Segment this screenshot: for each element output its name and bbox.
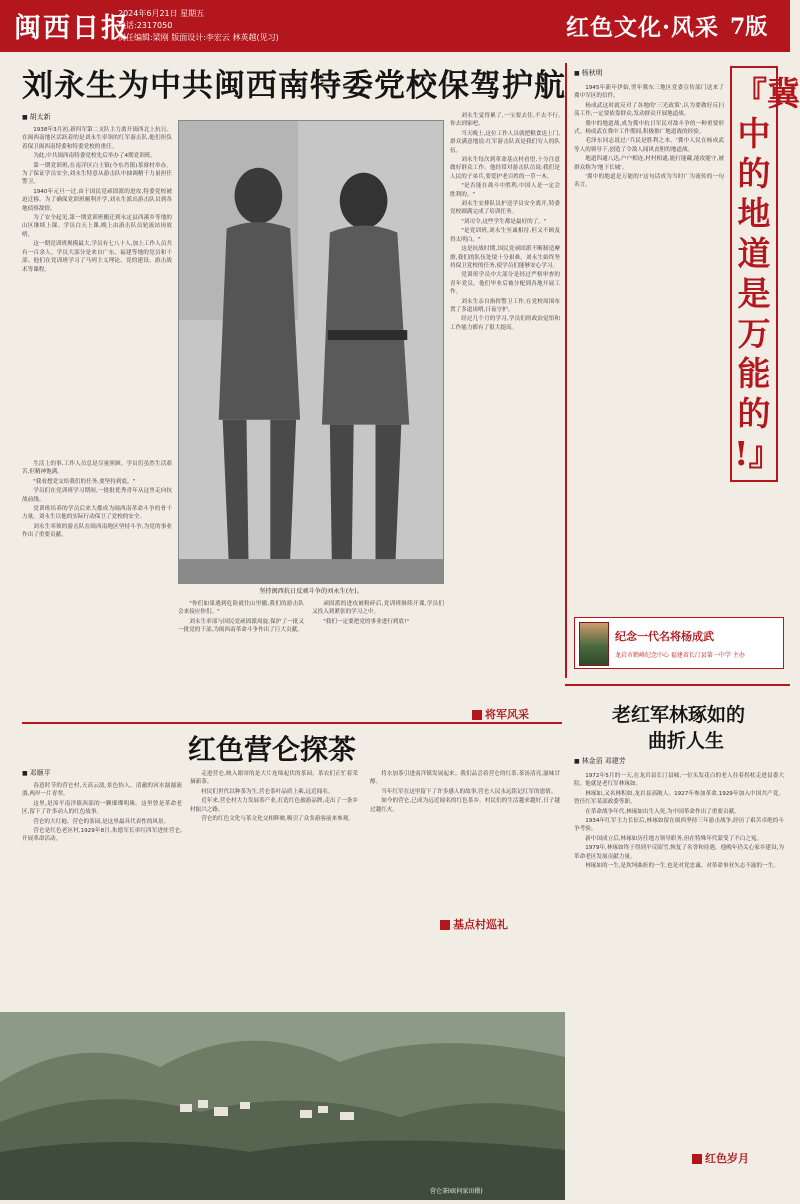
paragraph: "我看想党交给我们的任务,要坚持到底。" [33,478,136,485]
stamp-square-icon [440,920,450,930]
article1-photo-caption: 坚持闽西抗日反顽斗争的刘永生(左)。 [259,588,363,595]
side2-title-line2: 曲折人生 [648,730,725,752]
paragraph: 春意时节的营仑村,天高云淡,景色怡人。清澈的河水潺潺流淌,两岸一片青翠。 [22,783,182,798]
article1-col1 [22,126,172,456]
paragraph: 党训班培养的学员后来大都成为闽西南革命斗争的骨干力量。刘永生以他的实际行动保卫了党校的安全。 [22,506,172,521]
side2-text [574,772,784,1142]
tea-garden-caption: 营仑茶园(何家田摄) [430,1188,483,1195]
article2-col1 [22,782,182,1004]
paragraph: "你们如果遇到危险就往山里撤,我们的游击队会来接应你们。" [178,601,304,616]
paragraph: 顽固派的进攻被粉碎后,党训班继续开课,学员们又投入到紧张的学习之中。 [312,601,444,616]
title-char: 『冀 [734,74,800,113]
title-char: 万 [737,314,771,353]
paragraph: 为了安全起见,第一期党训班搬迁到永定县西溪乡等地的山区继续上课。学员白天上课,晚上由游击队员轮流站岗放哨。 [22,215,172,238]
paragraph: 1979年,林琢如终于得到平反昭雪,恢复了名誉和待遇。他晚年仍关心家乡建设,为革命老区发展贡献力量。 [574,845,784,860]
paragraph: 林琢如的一生,是坎坷曲折的一生,也是对党忠诚、对革命事业矢志不渝的一生。 [585,863,779,870]
paragraph: "我们一定要把党的事业进行到底!" [323,618,409,625]
masthead: 闽西日报 [14,13,130,44]
side2-byline: ■ 林金滔 邓建芳 [574,756,626,766]
stamp-square-icon [472,710,482,720]
paragraph: 如今的营仑,已成为远近闻名的红色茶乡。村民们的生活越来越好,日子越过越红火。 [370,798,560,813]
title-char: 是 [737,274,771,313]
banner-title: 纪念一代名将杨成武 [615,630,714,643]
side-divider [565,684,790,686]
paragraph: '冀中的地道是万能的!'这句话成为当时广为流传的一句名言。 [574,174,724,189]
paragraph: 杨成武这时就反对了各地的'三光政策',认为要做好反扫荡工作,一定要依靠群众,发动群众开展地道战。 [574,102,724,118]
paragraph: 1934年红军主力长征后,林琢如留在闽西坚持三年游击战争,经历了艰苦卓绝的斗争考验。 [574,818,784,833]
article1-photo [178,120,444,584]
paragraph: 营仑是红色老区村,1929年8月,朱德军长率红四军进驻营仑,开展革命活动。 [22,828,182,843]
title-char: 地 [737,194,771,233]
paragraph: 经过几个月的学习,学员们的政治觉悟和工作能力都有了很大提高。 [450,316,560,331]
title-char: 中 [737,114,771,153]
article1-col2 [22,460,172,710]
soldiers-photo-icon [179,121,443,583]
paragraph: 刘永生率领的游击队在闽西南地区坚持斗争,为党的事业作出了重要贡献。 [22,523,172,539]
paragraph: 生活上的事,工作人员总是尽量照顾。学员们虽然生活艰苦,但精神饱满。 [22,461,172,476]
tea-garden-photo [0,1012,565,1200]
title-char: !』 [734,434,782,473]
paragraph: 刘永生安排队员护送学员安全离开,特委党校圆满完成了培训任务。 [450,201,560,216]
article1-col5 [450,112,560,612]
side1-byline: ■ 杨秋明 [574,68,603,78]
article1-col4 [312,600,444,710]
tag-label: 红色岁月 [705,1152,749,1165]
section-divider [22,722,562,724]
article1-stamp [472,706,529,722]
paragraph: 当天晚上,这位工作人员就把粮食送上门,群众满意地说:红军游击队真是我们穷人的队伍。 [450,130,560,154]
paragraph: 近年来,营仑村大力发展茶产业,打造红色旅游品牌,走出了一条乡村振兴之路。 [190,798,358,813]
paragraph: 地道四通八达,户户相连,村村相通,能打能藏,能攻能守,被群众称为'地下长城'。 [574,156,724,171]
paragraph: 学员们在党训班学习期间,一批批优秀青年从这里走向抗战前线。 [22,488,172,503]
mountain-landscape-icon [0,1012,565,1200]
title-char: 道 [737,234,771,273]
paragraph: 营仑的大红袍、营仑的茶园,是这里最具代表性的风景。 [33,818,170,825]
paragraph: 刘永生率部与国民党顽固派周旋,保护了一批又一批党的干部,为闽西南革命斗争作出了巨大贡献。 [178,618,304,634]
paragraph: 1972年5月的一天,在龙岩县长汀县城,一位头发花白的老人拄着拐杖走进县委大院。他就是老红军林琢如。 [574,773,784,788]
article1-title: 刘永生为中共闽西南特委党校保驾护航 [22,68,566,104]
paragraph: 1938年3月初,新四军第二支队主力离开闽西北上抗日。在闽西南地区活跃着的是刘永生率领的红军游击队,他们担负着保卫闽西南特委和特委党校的重任。 [22,127,172,150]
stamp-label: 将军风采 [485,708,529,721]
paragraph: 为此,中共闽西南特委党校先后举办了4期党训班。 [33,153,156,160]
column-name: 红色文化·风采 [566,14,720,41]
paragraph: 这一期党训班规模最大,学员有七八十人,加上工作人员共有一百余人。学员大部分是来自广东、福建等地的党员和干部。他们在党训班学习了马列主义理论、党的建设、游击战术等课程。 [22,241,172,273]
article1-byline: ■ 胡太新 [22,112,51,122]
paragraph: "刘司令,这些学生都是最好的了。" [461,218,547,225]
article2-col3 [370,770,560,910]
paragraph: 党训班学员中大部分是经过严格审查的青年党员。他们毕业后被分配到各地开展工作。 [450,272,560,296]
paragraph: 村民们世代以种茶为生,营仑茶叶品质上乘,远近闻名。 [201,788,334,795]
paragraph: 营仑的红色文化与茶文化交相辉映,吸引了众多游客前来参观。 [201,816,354,823]
paragraph: 第一期党训班,在南洋区白土镇(今东肖镇)茶寮村举办。为了保证学员安全,刘永生特意从游击队中抽调精干力量担任警卫。 [22,162,172,186]
paragraph: 1945年新年伊始,翌年冀东三地区党委宣传部门送来了冀中军区的信件。 [574,85,724,100]
article1-col3 [178,600,304,710]
paragraph: "是否能在战斗中胜利,中国人是一定会胜利的。" [450,183,560,198]
paragraph: 当年红军在这里留下了许多感人的故事,营仑人民永远铭记红军的恩情。 [381,788,557,795]
page-header [0,0,790,52]
title-char: 能 [737,354,771,393]
paragraph: 这是抗战时期,国民党顽固派不断制造摩擦,我们的队伍处境十分艰难。刘永生始终坚持保卫党校的任务,使学员们能够安心学习。 [450,246,560,269]
paragraph: 1940年元旦一过,由于国民党顽固派的进攻,特委党校被迫迁移。为了确保党训班顺利开学,刘永生派出游击队员到各地侦察敌情。 [22,188,172,212]
side1-text [574,84,724,612]
paragraph: 刘永生觉得累了,一宝要去住,不去不行,你去到家吧。 [450,113,560,128]
tag-label: 基点村巡礼 [453,918,508,931]
page-number: 7版 [730,14,768,40]
header-phone: 电话:2317050 [118,21,173,30]
paragraph: 刘永生亲自指挥警卫工作,在党校周围布置了多道岗哨,日夜守护。 [450,298,560,313]
header-editor: 责任编辑:梁刚 版面设计:李宏云 林英越(见习) [118,33,279,42]
header-info [118,8,279,44]
memorial-banner [574,617,784,669]
title-char: 的 [737,154,771,193]
paragraph: 将水加茶引进南洋镇发展起来。我们品尝着营仑的红茶,茶汤清亮,滋味甘醇。 [370,771,560,786]
side1-vertical-title [730,66,800,482]
paragraph: 这里,是漳平南洋镇西部的一颗璀璨明珠。这里曾是革命老区,留下了许多动人的红色故事。 [22,800,182,816]
stamp-square-icon [692,1154,702,1164]
paragraph: 在革命战争年代,林琢如出生入死,为中国革命作出了重要贡献。 [585,808,740,815]
paragraph: 刘永生每次到革命基点村看望,十分注意做好群众工作。他经常对游击队员说:我们是人民的子弟兵,要爱护老百姓的一草一木。 [450,157,560,180]
title-char: 的 [737,394,771,433]
article2-tag [440,916,508,932]
side2-tag [692,1150,749,1166]
article2-byline: ■ 邓顺平 [22,768,51,778]
issue-date: 2024年6月21日 星期五 [118,9,205,18]
paragraph: 林琢如,又名林积如,龙岩县高陂人。1927年参加革命,1929年加入中国共产党。曾任红军某部政委等职。 [574,790,784,806]
paragraph: 新中国成立后,林琢如历任地方领导职务,但在特殊年代蒙受了不白之冤。 [585,835,763,842]
general-portrait-icon [579,622,609,666]
article2-title: 红色营仑探茶 [188,733,357,766]
paragraph: 毛泽东同志说过:'兵民是胜利之本。'冀中人民在杨成武等人的领导下,创造了令敌人闻风丧胆的地道战。 [574,138,724,153]
paragraph: 冀中的地道战,成为冀中抗日军民对敌斗争的一种重要形式。杨成武在冀中工作期间,积极推广地道战的经验。 [574,120,724,136]
article2-col2 [190,770,358,1004]
banner-subtitle: 龙岩市鹤峰纪念中心 福建省长汀县第一中学 主办 [615,652,745,659]
paragraph: "是党训班,刘永生至诚相待,但又不顾及得太明白。" [450,228,560,243]
paragraph: 走进营仑,映入眼帘的是大片连绵起伏的茶园。茶农们正忙着采摘新茶。 [190,771,358,786]
side2-title-line1: 老红军林琢如的 [612,704,746,726]
